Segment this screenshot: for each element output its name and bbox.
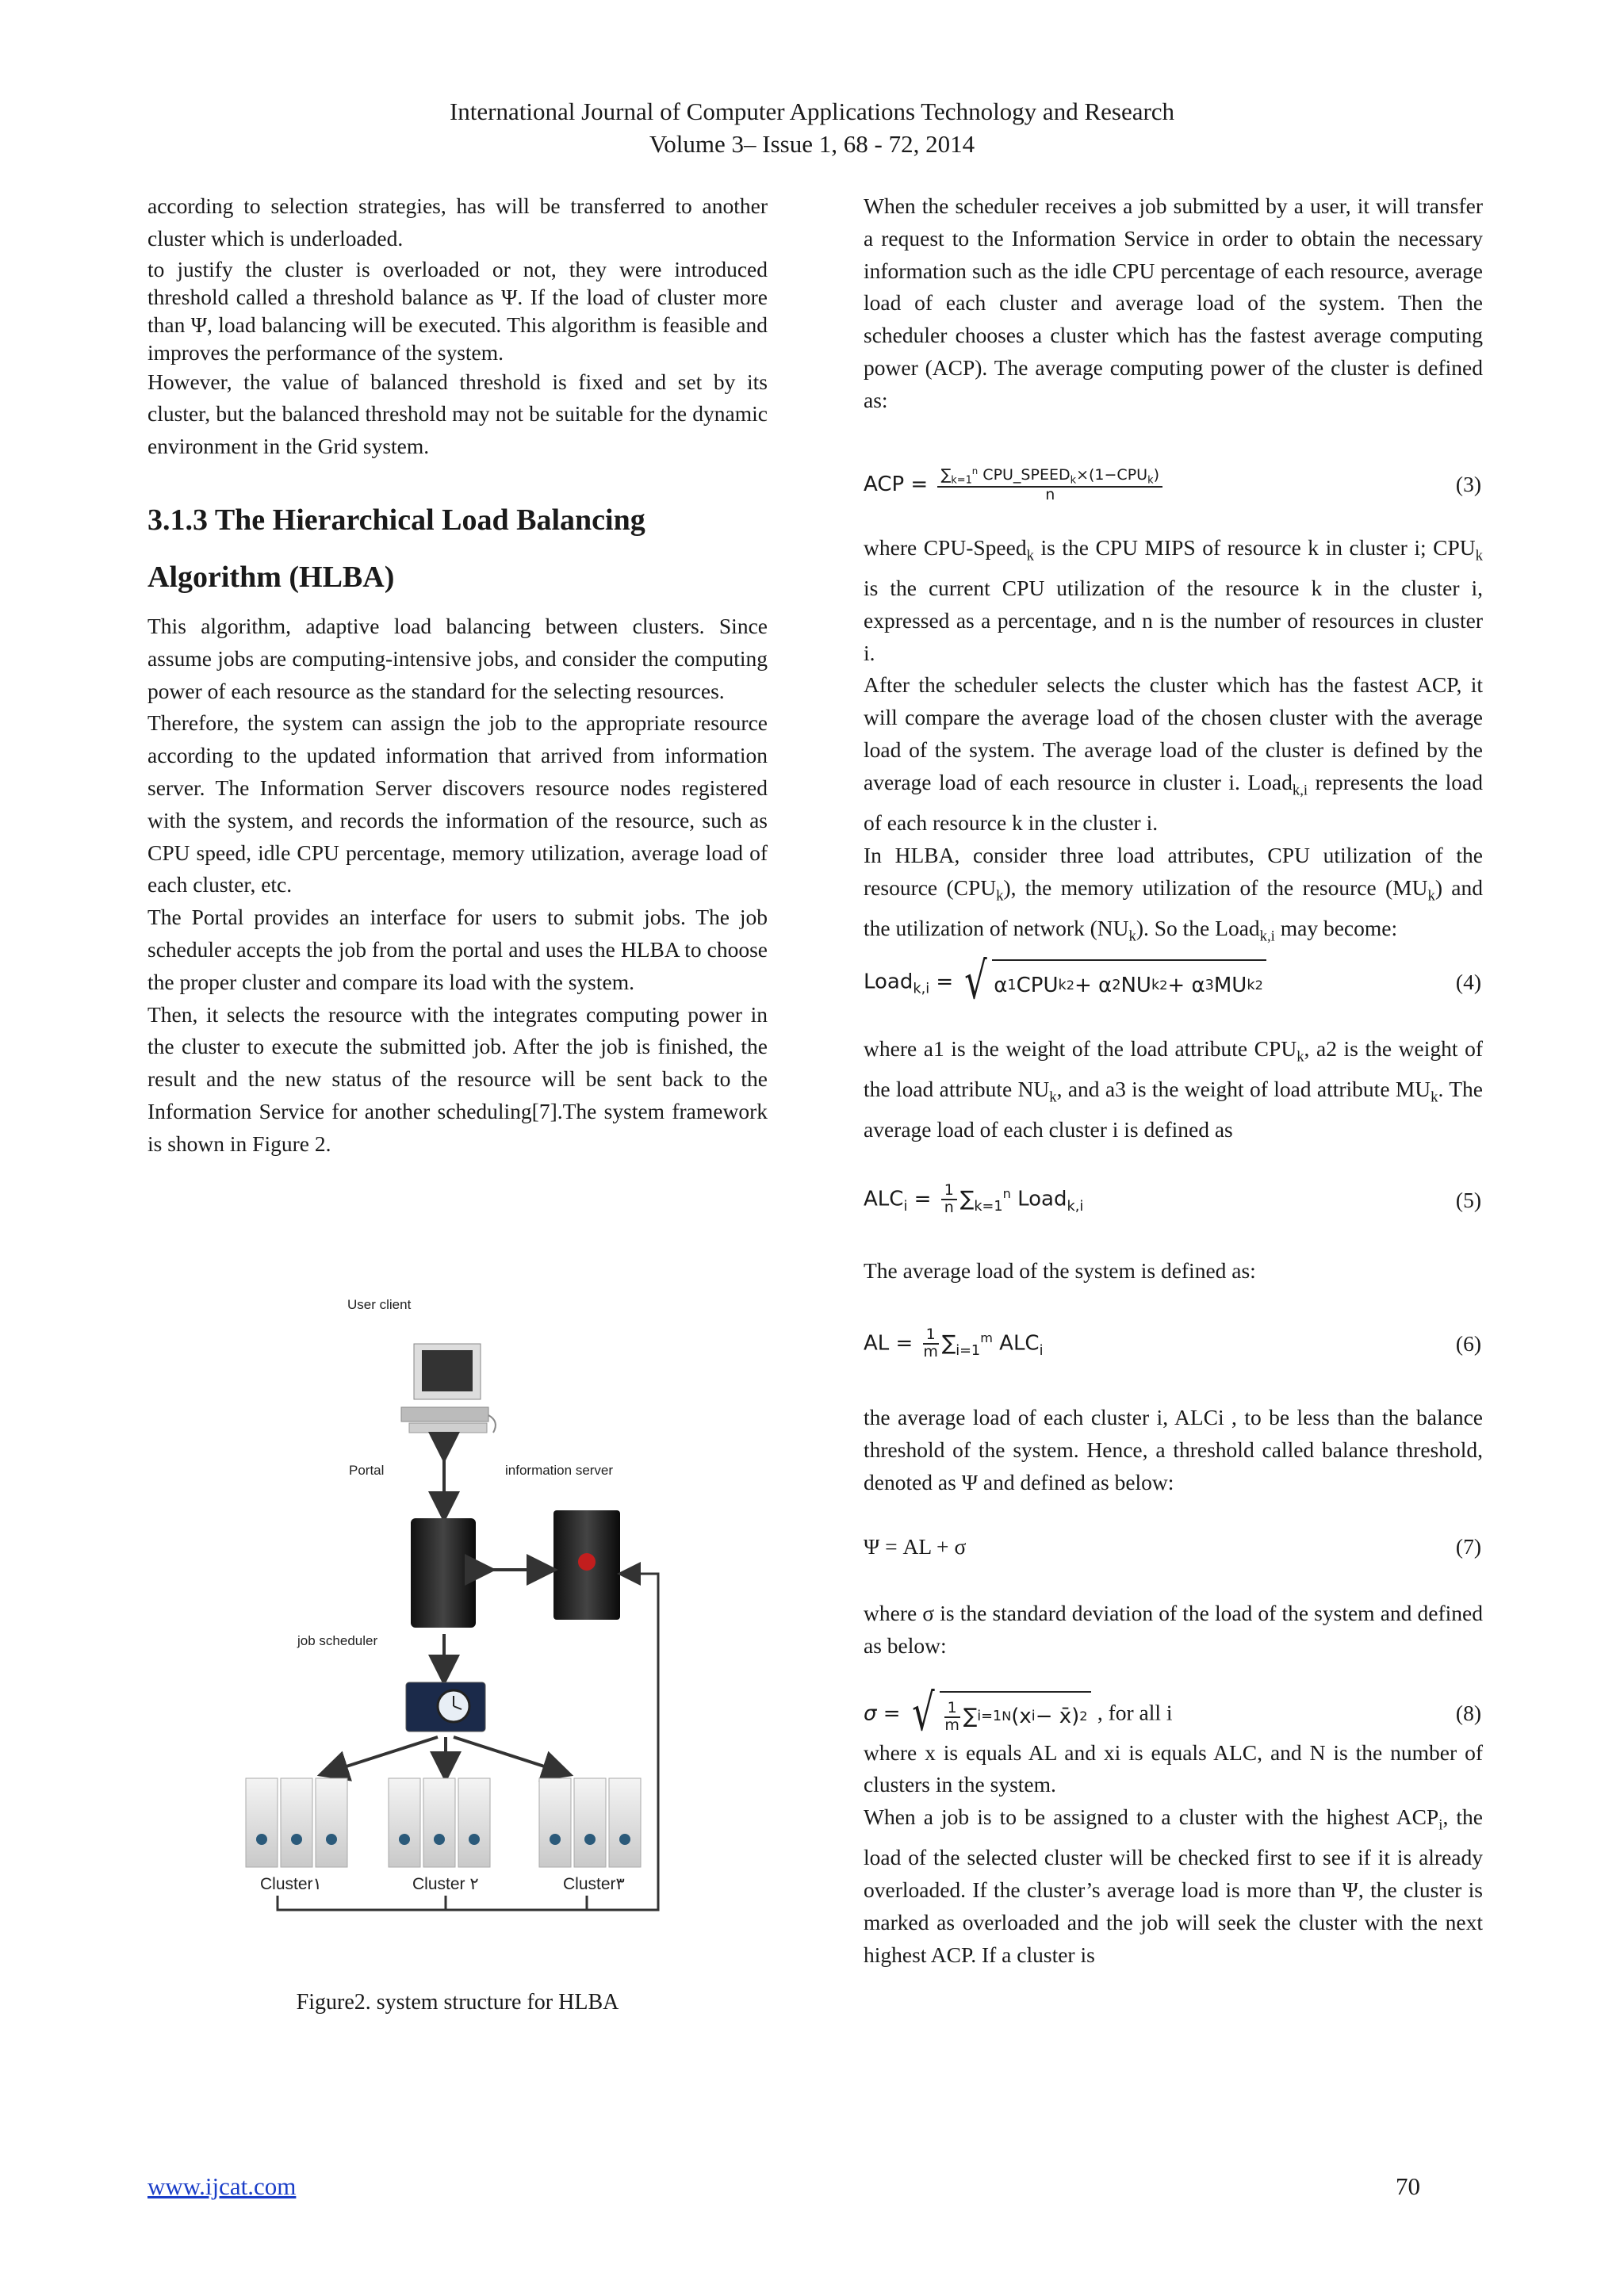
paragraph: Therefore, the system can assign the job to the appropriate resource according to the updated information that arrived from information server. The Information Server discovers resource nodes registered with the system, and records the information of the resource, such as CPU speed, idle CPU percentage, memory utilization, average load of each cluster, etc. [147, 710, 768, 897]
equation-5: $ALC_i$ = $\frac{1}{n}$ $\sum_{k=1}^n$ Load$_{k,i}$ (5) [864, 1181, 1481, 1217]
paragraph: The average load of the system is defined as: [864, 1257, 1256, 1283]
paragraph: where a1 is the weight of the load attribute $CPU_k$, a2 is the weight of the load attribute $NU_k$, and a3 is the weight of load attribute $MU_k$. The average load of each cluster i is defined as [864, 1035, 1483, 1142]
cluster-3-label: Cluster٣ [563, 1875, 625, 1893]
journal-header [0, 95, 1624, 160]
journal-title: International Journal of Computer Applications Technology and Research [449, 98, 1175, 125]
equation-7: Ψ = AL + σ (7) [864, 1531, 1483, 1563]
paragraph: the average load of each cluster i, ALCi , to be less than the balance threshold of the system. Hence, a threshold called balance threshold, denoted as Ψ and defined as below: [864, 1405, 1483, 1494]
paragraph: according to selection strategies, has will be transferred to another cluster which is underloaded. [147, 193, 768, 251]
job-scheduler-icon [406, 1682, 485, 1732]
paragraph: When a job is to be assigned to a cluster with the highest $ACP_i$, the load of the selected cluster will be checked first to see if it is already overloaded. If the cluster’s average load is more than Ψ, the cluster is marked as overloaded and the job will seek the cluster with the next highest ACP. If a cluster is [864, 1804, 1483, 1967]
paragraph: where σ is the standard deviation of the load of the system and defined as below: [864, 1601, 1483, 1659]
equation-6: AL = $\frac{1}{m}$ $\sum_{i=1}^m$ $ALC_i$ (6) [864, 1325, 1481, 1360]
information-server-icon [553, 1510, 620, 1620]
paragraph: Then, it selects the resource with the integrates computing power in the cluster to execute the submitted job. After the job is finished, the result and the new status of the resource will be sent back to the Information Service for another scheduling[7].The system framework is shown in Figure 2. [147, 1001, 768, 1156]
figure-diagram [238, 1288, 682, 1915]
portal-server-icon [411, 1518, 476, 1628]
figure-caption: Figure2. system structure for HLBA [296, 1990, 619, 2015]
paragraph: This algorithm, adaptive load balancing between clusters. Since assume jobs are computing-intensive jobs, and consider the computing power of each resource as the standard for the selecting resources. [147, 613, 768, 703]
equation-number: (5) [1455, 1188, 1481, 1212]
journal-website-link[interactable]: www.ijcat.com [147, 2172, 297, 2200]
paragraph: The Portal provides an interface for users to submit jobs. The job scheduler accepts the job from the portal and uses the HLBA to choose the proper cluster and compare its load with the system. [147, 905, 768, 994]
equation-number: (6) [1455, 1331, 1481, 1357]
cluster-1-label: Cluster١ [260, 1875, 322, 1893]
left-column [147, 190, 768, 1161]
portal-label: Portal [349, 1463, 385, 1478]
equation-number: (8) [1455, 1701, 1481, 1726]
equation-number: (4) [1455, 970, 1481, 995]
information-server-label: information server [505, 1463, 614, 1478]
equation-number: (7) [1455, 1533, 1481, 1559]
journal-volume: Volume 3– Issue 1, 68 - 72, 2014 [649, 130, 975, 158]
cluster-2-icon [389, 1778, 490, 1867]
paragraph: In HLBA, consider three load attributes, CPU utilization of the resource $(CPU_k)$, the memory utilization of the resource $(MU_k)$ and the utilization of network $(NU_k)$. So the Load$_{k,i}$ may become: [864, 842, 1483, 945]
equation-8: σ = √ $\frac{1}{m}$ ∑ i=1 N (x i − x̄) 2 , for all i (8) [864, 1683, 1481, 1743]
right-column [864, 190, 1483, 1972]
computer-icon [401, 1344, 496, 1433]
paragraph: where CPU-Speed$_k$ is the CPU MIPS of resource k in cluster i; $CPU_k$ is the current CPU utilization of the resource k in the cluster i, expressed as a percentage, and n is the number of resources in cluster i. [864, 534, 1483, 665]
system-structure-figure [238, 1288, 682, 1915]
cluster-3-icon [539, 1778, 641, 1867]
equation-3: ACP = $\frac{\sum_{k=1}^n CPU\_SPEED_k\times(1-CPU_k)}{n}$ (3) [864, 465, 1481, 503]
page-number: 70 [1396, 2172, 1420, 2200]
job-scheduler-label: job scheduler [297, 1633, 378, 1648]
cluster-1-icon [246, 1778, 347, 1867]
paragraph: However, the value of balanced threshold is fixed and set by its cluster, but the balanced threshold may not be suitable for the dynamic environment in the Grid system. [147, 369, 768, 459]
section-heading: 3.1.3 The Hierarchical Load Balancing Algorithm (HLBA) [147, 503, 645, 594]
user-client-label: User client [347, 1297, 412, 1312]
paragraph: When the scheduler receives a job submitted by a user, it will transfer a request to the Information Service in order to obtain the necessary information such as the idle CPU percentage of each resource, average load of each cluster and average load of the system. Then the scheduler chooses a cluster which has the fastest average computing power (ACP). The average computing power of the cluster is defined as: [864, 193, 1483, 412]
equation-4: Load$_{k,i}$ = √ α 1 CPU k 2 + α 2 NU k 2 + α 3 MU k 2 (4) [864, 952, 1481, 1012]
paragraph: where x is equals AL and xi is equals ALC, and N is the number of clusters in the system. [864, 1739, 1483, 1797]
paragraph: After the scheduler selects the cluster which has the fastest ACP, it will compare the average load of the chosen cluster with the average load of the system. The average load of the cluster is defined by the average load of each resource in cluster i. Load$_{k,i}$ represents the load of each resource k in the cluster i. [864, 672, 1484, 836]
cluster-2-label: Cluster ٢ [412, 1875, 479, 1893]
equation-number: (3) [1455, 471, 1481, 496]
paragraph: to justify the cluster is overloaded or not, they were introduced threshold called a threshold balance as Ψ. If the load of cluster more than Ψ, load balancing will be executed. This algorithm is feasible and improves the performance of the system. [147, 256, 768, 365]
